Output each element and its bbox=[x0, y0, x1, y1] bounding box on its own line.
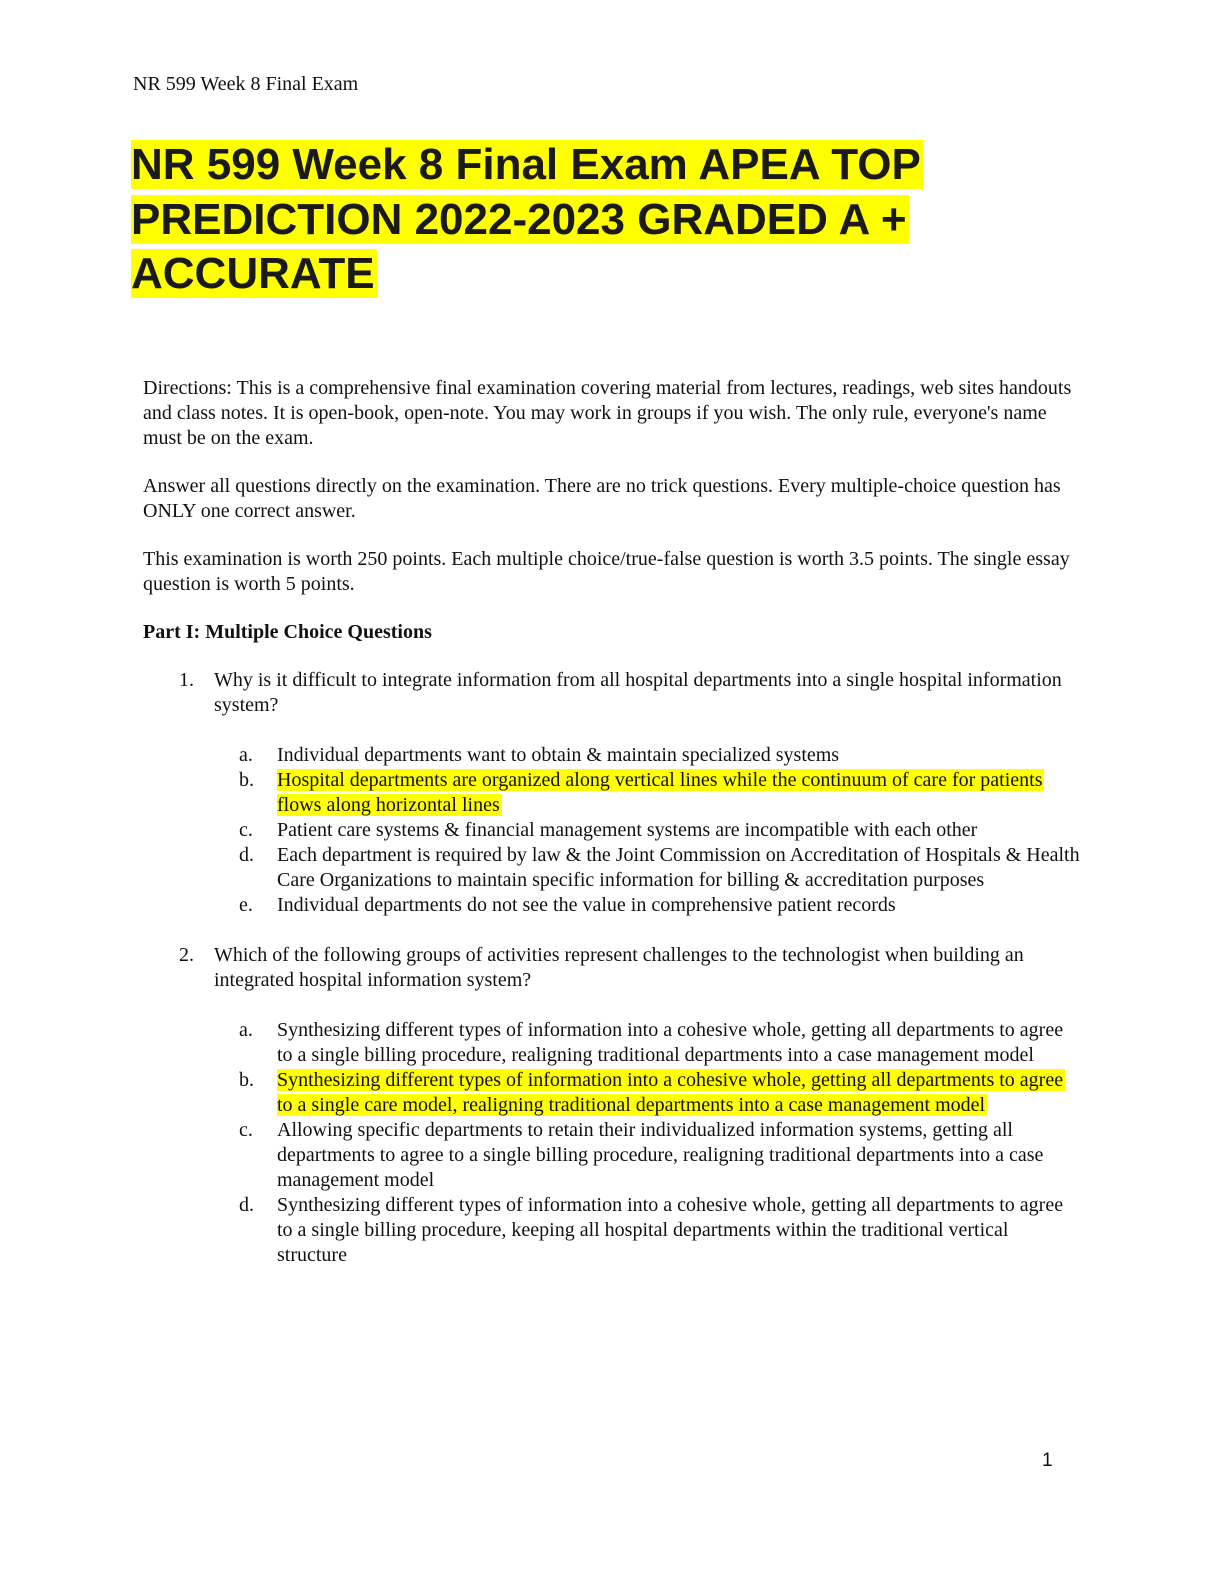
option-text: Individual departments do not see the value in comprehensive patient records bbox=[277, 894, 896, 916]
option-text: Synthesizing different types of information into a cohesive whole, getting all departments to agree to a single billing procedure, keeping all hospital departments within the traditional vertical structure bbox=[277, 1194, 1064, 1266]
answer-options bbox=[214, 1018, 1083, 1268]
running-header: NR 599 Week 8 Final Exam bbox=[133, 73, 359, 95]
option-text: Individual departments want to obtain & maintain specialized systems bbox=[277, 744, 840, 766]
question-number: 2. bbox=[179, 944, 194, 966]
option-letter: c. bbox=[239, 819, 253, 841]
answer-options bbox=[214, 743, 1083, 918]
question-2 bbox=[143, 943, 1083, 1268]
directions-paragraph: Directions: This is a comprehensive final examination covering material from lectures, readings, web sites handouts and class notes. It is open-book, open-note. You may work in groups if you wish. The only rule, everyone's name must be on the exam. bbox=[143, 377, 1072, 449]
answer-option bbox=[214, 843, 1083, 893]
title-line-1: NR 599 Week 8 Final Exam APEA TOP bbox=[131, 140, 921, 189]
answer-option bbox=[214, 893, 1083, 918]
title-line-3: ACCURATE bbox=[131, 249, 375, 298]
page-number: 1 bbox=[1042, 1450, 1053, 1471]
option-letter: b. bbox=[239, 769, 254, 791]
highlighted-answer-text: Hospital departments are organized along vertical lines while the continuum of care for patients flows along horizontal lines bbox=[277, 769, 1043, 816]
question-number: 1. bbox=[179, 669, 194, 691]
option-text: Each department is required by law & the Joint Commission on Accreditation of Hospitals & Health Care Organizations to maintain specific information for billing & accreditation purposes bbox=[277, 844, 1080, 891]
option-letter: b. bbox=[239, 1069, 254, 1091]
option-text: Allowing specific departments to retain their individualized information systems, getting all departments to agree to a single billing procedure, realigning traditional departments into a case management model bbox=[277, 1119, 1044, 1191]
option-letter: e. bbox=[239, 894, 253, 916]
question-1 bbox=[143, 668, 1083, 918]
points-paragraph: This examination is worth 250 points. Each multiple choice/true-false question is worth 3.5 points. The single essay question is worth 5 points. bbox=[143, 548, 1070, 595]
option-text: Patient care systems & financial management systems are incompatible with each other bbox=[277, 819, 978, 841]
option-text: Synthesizing different types of information into a cohesive whole, getting all departments to agree to a single billing procedure, realigning traditional departments into a case management model bbox=[277, 1019, 1064, 1066]
answer-option bbox=[214, 743, 1083, 768]
spacer bbox=[143, 918, 1083, 943]
highlighted-answer-text: Synthesizing different types of information into a cohesive whole, getting all departments to agree to a single care model, realigning traditional departments into a case management model bbox=[277, 1069, 1064, 1116]
part-heading: Part I: Multiple Choice Questions bbox=[143, 621, 432, 643]
question-text: Why is it difficult to integrate information from all hospital departments into a single hospital information system? bbox=[214, 669, 1062, 716]
exam-body bbox=[143, 376, 1083, 1268]
title-line-2: PREDICTION 2022-2023 GRADED A + bbox=[131, 194, 907, 244]
answer-option-correct bbox=[214, 1068, 1083, 1118]
option-letter: a. bbox=[239, 1019, 253, 1041]
answer-option bbox=[214, 818, 1083, 843]
option-letter: d. bbox=[239, 844, 254, 866]
question-text: Which of the following groups of activities represent challenges to the technologist when building an integrated hospital information system? bbox=[214, 944, 1024, 991]
document-title bbox=[131, 138, 1031, 302]
instructions-paragraph: Answer all questions directly on the examination. There are no trick questions. Every multiple-choice question has ONLY one correct answer. bbox=[143, 475, 1061, 522]
answer-option bbox=[214, 1193, 1083, 1268]
option-letter: a. bbox=[239, 744, 253, 766]
answer-option bbox=[214, 1118, 1083, 1193]
answer-option-correct bbox=[214, 768, 1083, 818]
option-letter: d. bbox=[239, 1194, 254, 1216]
option-letter: c. bbox=[239, 1119, 253, 1141]
answer-option bbox=[214, 1018, 1083, 1068]
